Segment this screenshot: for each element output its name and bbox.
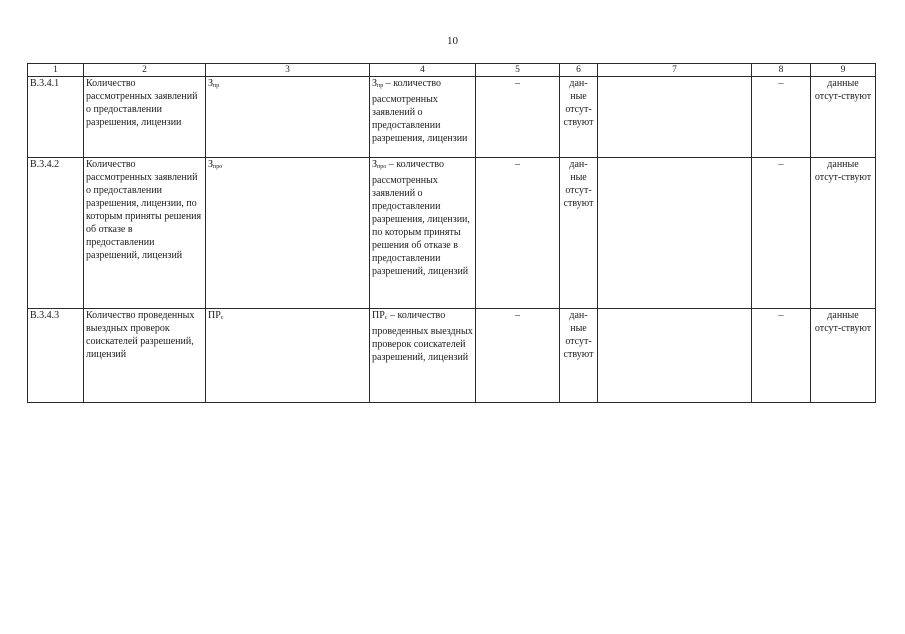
- symbol-subscript: пр: [213, 83, 220, 89]
- col9-value: данные отсут-ствуют: [811, 309, 876, 403]
- symbol-subscript: с: [220, 315, 224, 321]
- col7-value: [598, 77, 752, 158]
- header-row: [28, 64, 876, 77]
- indicators-table: [27, 63, 876, 403]
- definition-text: – количество рассмотренных заявлений о предоставлении разрешения, лицензии: [372, 78, 468, 144]
- page-number: 10: [447, 35, 458, 47]
- definition-subscript: пр: [377, 83, 384, 89]
- definition-symbol: З: [372, 78, 378, 89]
- indicator-symbol: [206, 309, 370, 403]
- column-header: 6: [560, 64, 598, 77]
- table-row: [28, 77, 876, 158]
- definition-subscript: про: [377, 164, 387, 170]
- column-header: 4: [370, 64, 476, 77]
- definition-text: – количество проведенных выездных проверок соискателей разрешений, лицензий: [372, 310, 473, 363]
- col6-value: дан-ные отсут-ствуют: [560, 158, 598, 309]
- col5-value: –: [476, 158, 560, 309]
- symbol-main: З: [208, 159, 214, 170]
- col5-value: –: [476, 77, 560, 158]
- definition-subscript: с: [384, 315, 388, 321]
- column-header: 7: [598, 64, 752, 77]
- col5-value: –: [476, 309, 560, 403]
- symbol-subscript: про: [213, 164, 223, 170]
- column-header: 8: [752, 64, 811, 77]
- indicator-code: В.3.4.3: [28, 309, 84, 403]
- indicator-definition: [370, 77, 476, 158]
- column-header: 3: [206, 64, 370, 77]
- symbol-main: З: [208, 78, 214, 89]
- indicator-code: В.3.4.1: [28, 77, 84, 158]
- indicator-symbol: [206, 77, 370, 158]
- column-header: 5: [476, 64, 560, 77]
- definition-symbol: З: [372, 159, 378, 170]
- col9-value: данные отсут-ствуют: [811, 77, 876, 158]
- definition-text: – количество рассмотренных заявлений о предоставлении разрешения, лицензии, по которым приняты решения об отказе в предоставлении разрешений, лицензий: [372, 159, 470, 277]
- indicator-definition: [370, 309, 476, 403]
- column-header: 1: [28, 64, 84, 77]
- col8-value: –: [752, 309, 811, 403]
- col6-value: дан-ные отсут-ствуют: [560, 309, 598, 403]
- table-row: [28, 309, 876, 403]
- col6-value: дан-ные отсут-ствуют: [560, 77, 598, 158]
- col7-value: [598, 309, 752, 403]
- table-row: [28, 158, 876, 309]
- col9-value: данные отсут-ствуют: [811, 158, 876, 309]
- indicator-name: Количество рассмотренных заявлений о предоставлении разрешения, лицензии, по которым приняты решения об отказе в предоставлении разрешений, лицензий: [84, 158, 206, 309]
- indicator-name: Количество проведенных выездных проверок соискателей разрешений, лицензий: [84, 309, 206, 403]
- column-header: 2: [84, 64, 206, 77]
- column-header: 9: [811, 64, 876, 77]
- definition-symbol: ПР: [372, 310, 385, 321]
- indicator-definition: [370, 158, 476, 309]
- indicator-name: Количество рассмотренных заявлений о предоставлении разрешения, лицензии: [84, 77, 206, 158]
- indicator-code: В.3.4.2: [28, 158, 84, 309]
- indicator-symbol: [206, 158, 370, 309]
- col7-value: [598, 158, 752, 309]
- col8-value: –: [752, 77, 811, 158]
- symbol-main: ПР: [208, 310, 221, 321]
- col8-value: –: [752, 158, 811, 309]
